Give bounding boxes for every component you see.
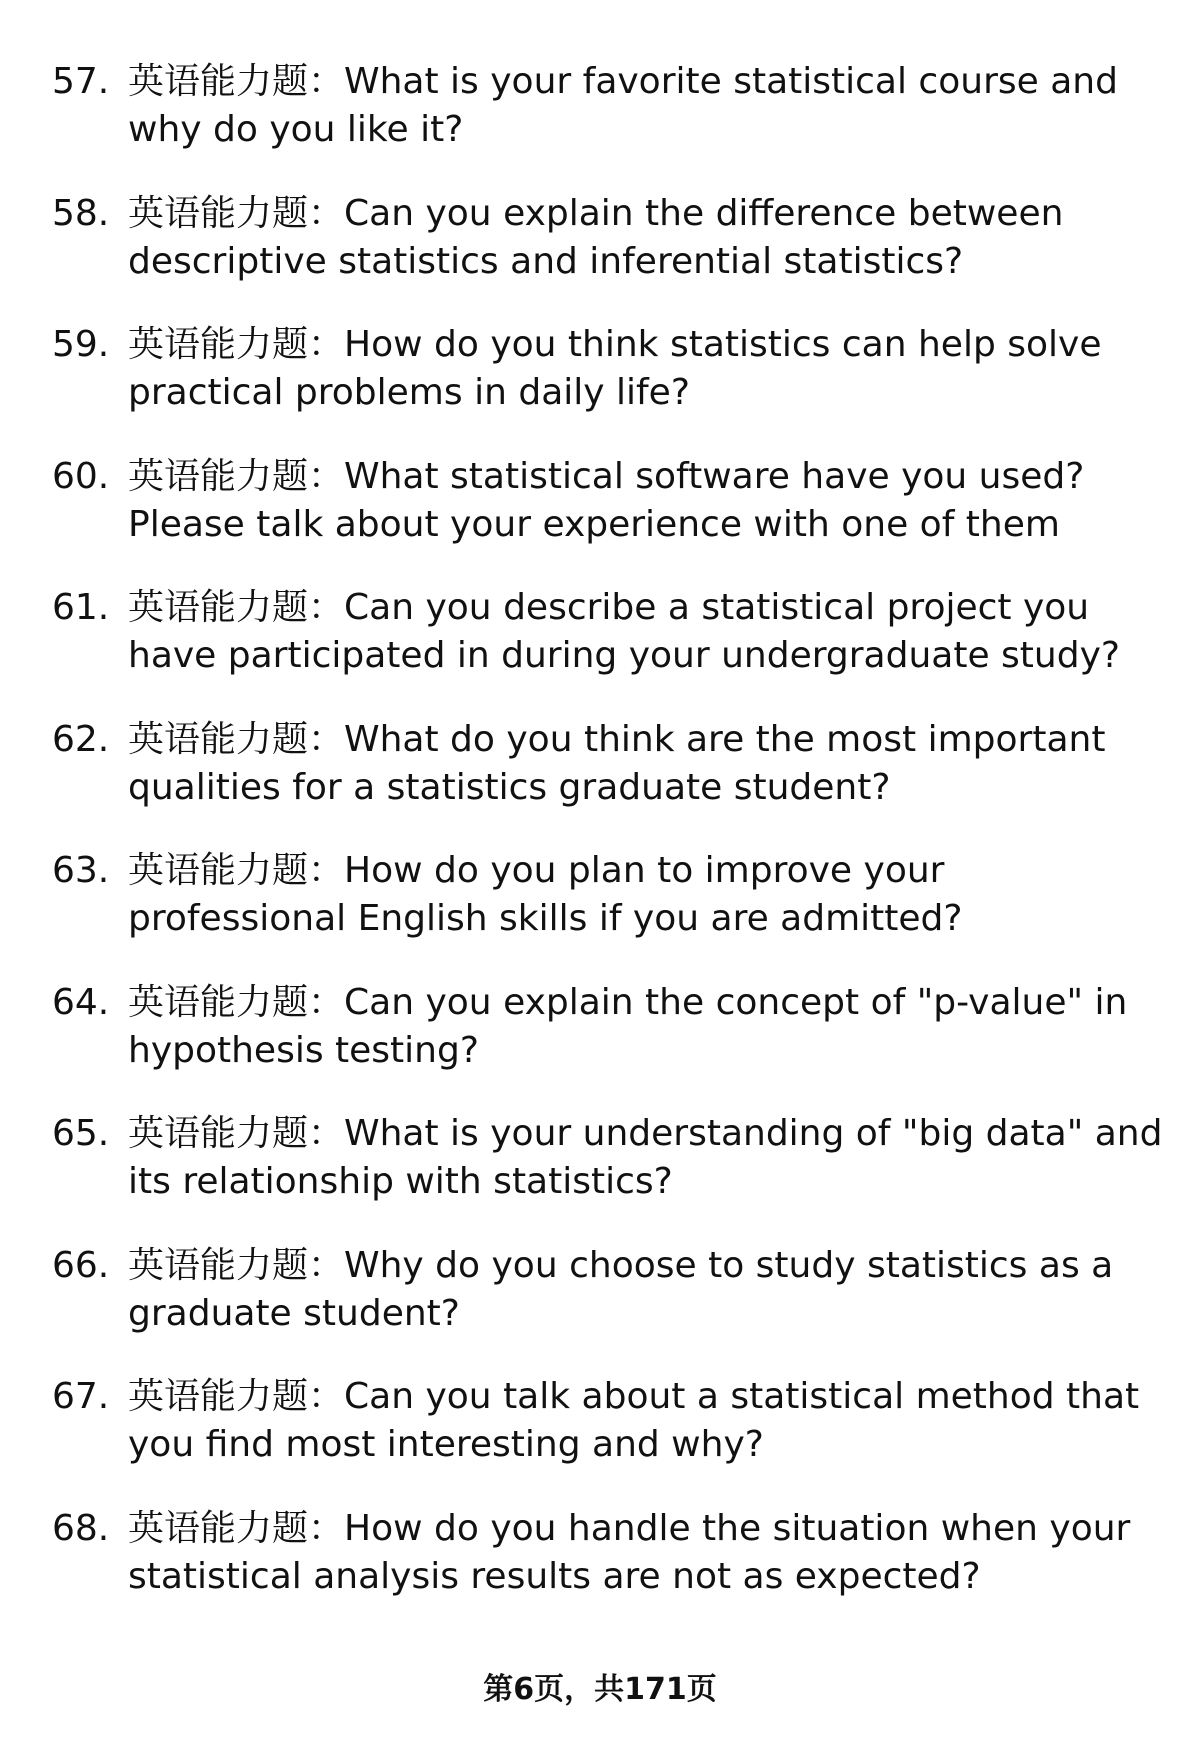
question-item — [0, 1242, 1200, 1374]
question-text: Why do you choose to study statistics as a graduate student? — [128, 1244, 1114, 1334]
question-item — [0, 716, 1200, 848]
question-body — [128, 58, 1163, 154]
question-number: 68. — [52, 1507, 110, 1549]
question-body — [128, 453, 1163, 549]
question-text: Can you explain the difference between descriptive statistics and inferential statistics? — [128, 192, 1064, 282]
question-tag: 英语能力题： — [128, 324, 345, 365]
question-text: How do you plan to improve your professional English skills if you are admitted? — [128, 850, 963, 939]
question-number: 67. — [52, 1376, 110, 1417]
question-item — [0, 321, 1200, 453]
question-item — [0, 1373, 1200, 1505]
page-number: 第6页，共171页 — [483, 1672, 717, 1707]
question-tag: 英语能力题： — [128, 1113, 345, 1154]
question-number: 59. — [52, 324, 110, 365]
question-text: Can you describe a statistical project you have participated in during your undergraduate study? — [128, 587, 1121, 676]
question-body — [128, 584, 1163, 680]
question-list — [0, 58, 1200, 1636]
question-tag: 英语能力题： — [128, 1244, 345, 1286]
question-item — [0, 1505, 1200, 1637]
question-body — [128, 847, 1163, 943]
question-text: Can you talk about a statistical method that you find most interesting and why? — [128, 1376, 1140, 1465]
question-tag: 英语能力题： — [128, 718, 345, 760]
question-tag: 英语能力题： — [128, 1376, 345, 1417]
question-text: What is your favorite statistical course and why do you like it? — [128, 61, 1118, 150]
question-tag: 英语能力题： — [128, 587, 345, 628]
question-item — [0, 979, 1200, 1111]
question-item — [0, 453, 1200, 585]
question-body — [128, 1242, 1163, 1338]
question-body — [128, 1373, 1163, 1469]
question-number: 66. — [52, 1244, 110, 1286]
question-item — [0, 58, 1200, 190]
question-text: Can you explain the concept of "p-value" in hypothesis testing? — [128, 981, 1128, 1071]
question-item — [0, 584, 1200, 716]
question-body — [128, 1110, 1163, 1206]
question-number: 61. — [52, 587, 110, 628]
question-tag: 英语能力题： — [128, 61, 345, 102]
question-item — [0, 1110, 1200, 1242]
question-text: How do you handle the situation when your statistical analysis results are not as expected? — [128, 1507, 1131, 1597]
question-text: What statistical software have you used? Please talk about your experience with one of them — [128, 455, 1085, 545]
question-number: 58. — [52, 192, 110, 234]
question-item — [0, 190, 1200, 322]
question-body — [128, 979, 1163, 1075]
question-tag: 英语能力题： — [128, 455, 345, 497]
question-tag: 英语能力题： — [128, 192, 345, 234]
question-text: How do you think statistics can help solve practical problems in daily life? — [128, 324, 1102, 413]
question-tag: 英语能力题： — [128, 850, 345, 891]
question-number: 57. — [52, 61, 110, 102]
question-number: 63. — [52, 850, 110, 891]
question-item — [0, 847, 1200, 979]
question-tag: 英语能力题： — [128, 1507, 345, 1549]
question-body — [128, 1505, 1163, 1601]
question-tag: 英语能力题： — [128, 981, 345, 1023]
question-body — [128, 190, 1163, 286]
question-body — [128, 716, 1163, 812]
question-number: 62. — [52, 718, 110, 760]
question-number: 60. — [52, 455, 110, 497]
question-number: 64. — [52, 981, 110, 1023]
question-body — [128, 321, 1163, 417]
question-text: What do you think are the most important qualities for a statistics graduate student? — [128, 718, 1106, 808]
question-text: What is your understanding of "big data" and its relationship with statistics? — [128, 1113, 1163, 1202]
question-number: 65. — [52, 1113, 110, 1154]
